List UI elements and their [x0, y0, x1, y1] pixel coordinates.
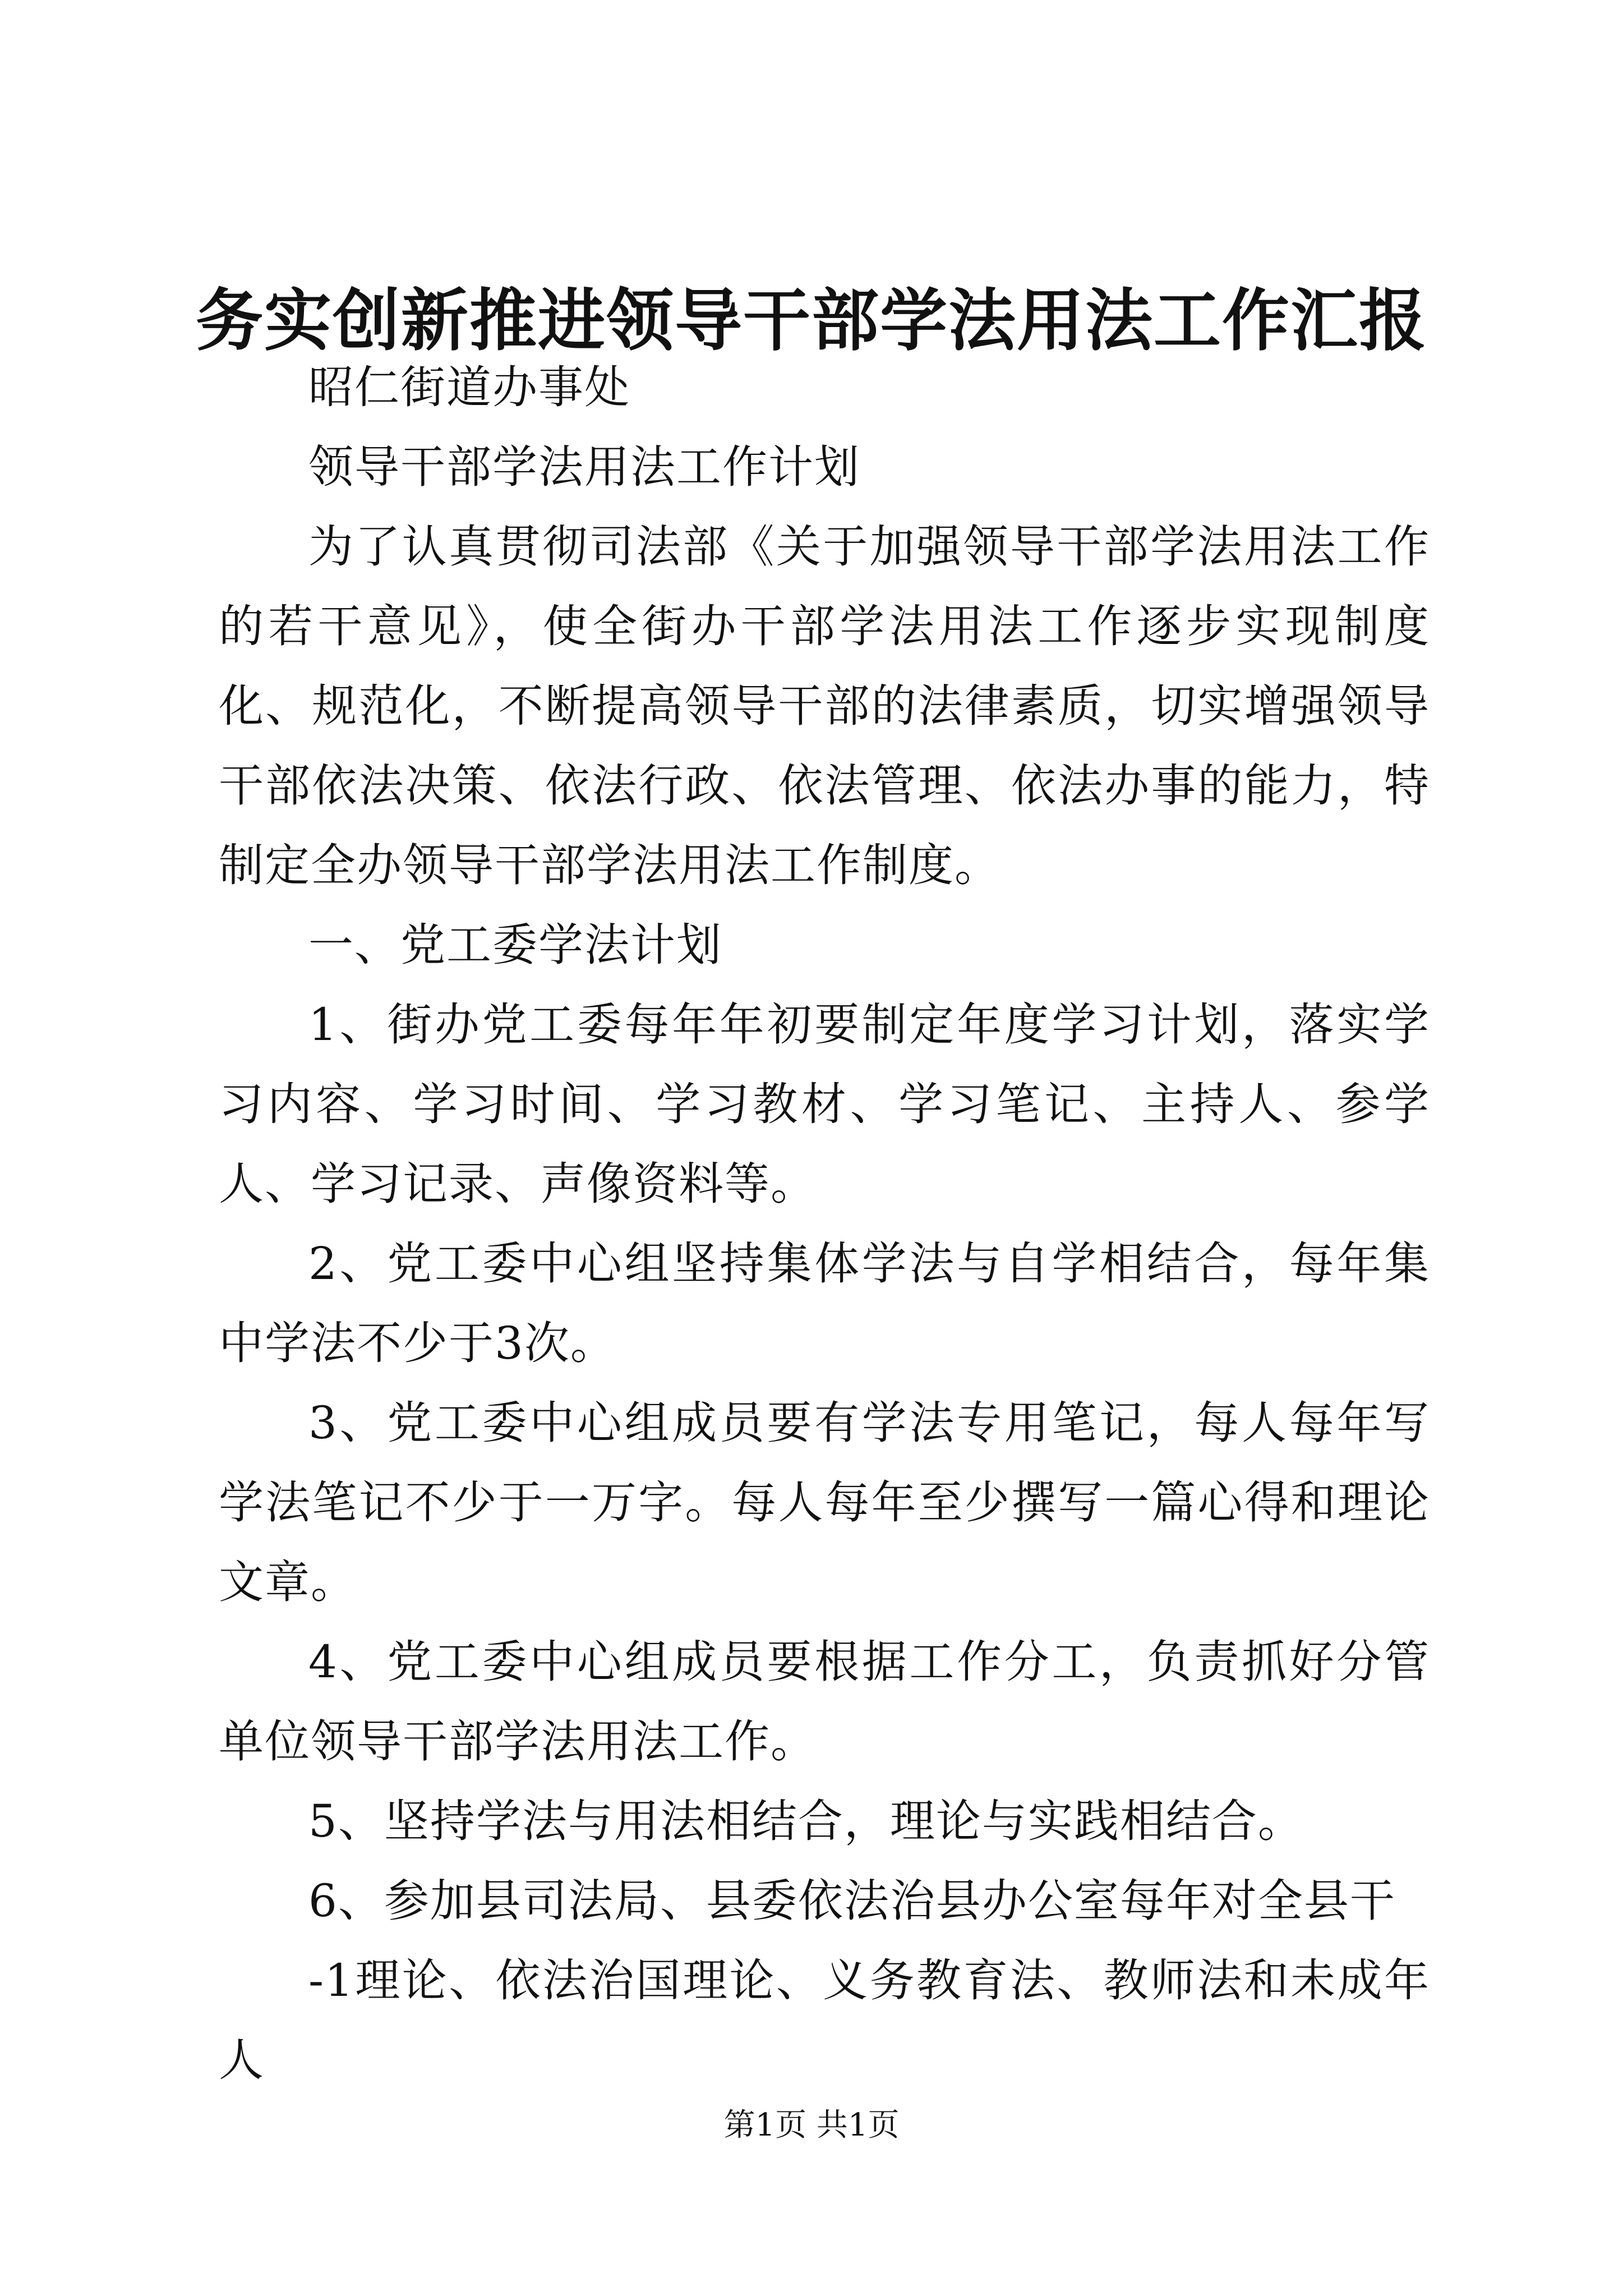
list-item-1: 1、街办党工委每年年初要制定年度学习计划，落实学习内容、学习时间、学习教材、学习笔记、主持人、参学人、学习记录、声像资料等。: [219, 999, 1430, 1210]
list-item-6: 6、参加县司法局、县委依法治县办公室每年对全县干: [308, 1875, 1396, 1927]
paragraph-issuer: 昭仁街道办事处: [308, 361, 630, 413]
list-item-3: 3、党工委中心组成员要有学法专用笔记，每人每年写学法笔记不少于一万字。每人每年至少撰写一篇心得和理论文章。: [219, 1397, 1430, 1608]
paragraph-plan-title: 领导干部学法用法工作计划: [308, 441, 860, 493]
document-body: [219, 348, 1430, 2100]
paragraph-intro: 为了认真贯彻司法部《关于加强领导干部学法用法工作的若干意见》，使全街办干部学法用法工作逐步实现制度化、规范化，不断提高领导干部的法律素质，切实增强领导干部依法决策、依法行政、依法管理、依法办事的能力，特制定全办领导干部学法用法工作制度。: [219, 521, 1430, 891]
paragraph-continuation: -1理论、依法治国理论、义务教育法、教师法和未成年人: [219, 1954, 1430, 2086]
list-item-2: 2、党工委中心组坚持集体学法与自学相结合，每年集中学法不少于3次。: [219, 1237, 1430, 1369]
page-number-footer: 第1页 共1页: [723, 2107, 900, 2143]
document-title: 务实创新推进领导干部学法用法工作汇报: [196, 281, 1427, 360]
section-heading-1: 一、党工委学法计划: [308, 919, 722, 971]
list-item-5: 5、坚持学法与用法相结合，理论与实践相结合。: [308, 1795, 1304, 1847]
list-item-4: 4、党工委中心组成员要根据工作分工，负责抓好分管单位领导干部学法用法工作。: [219, 1636, 1430, 1768]
